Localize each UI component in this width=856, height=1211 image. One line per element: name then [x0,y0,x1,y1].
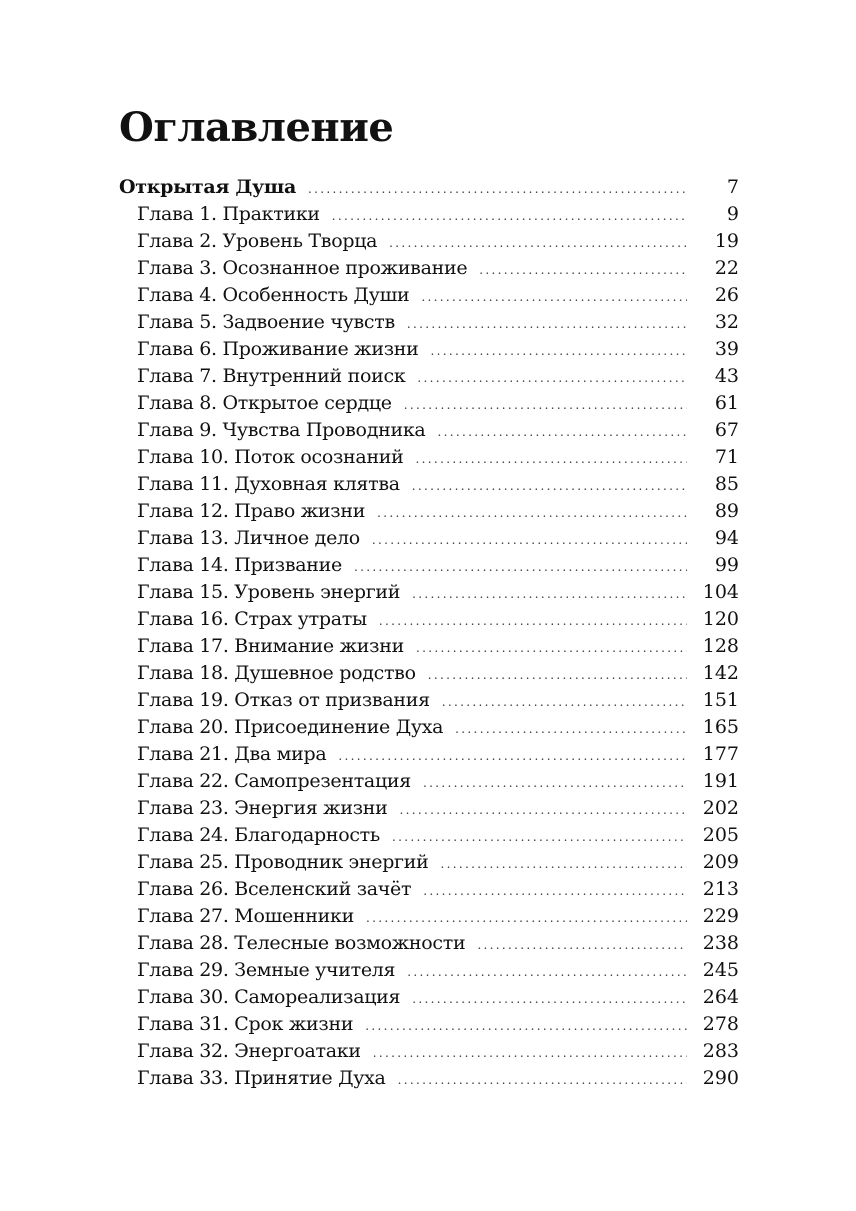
dot-leader [407,959,687,986]
toc-chapter-entry [119,309,739,336]
toc-entry-label: Глава 28. Телесные возможности [137,932,466,954]
toc-page-number: 290 [702,1067,739,1089]
toc-chapter-entry [119,444,739,471]
toc-chapter-entry [119,660,739,687]
toc-page-number: 43 [714,365,739,387]
toc-chapter-entry [119,282,739,309]
toc-page-number: 213 [702,878,739,900]
dot-leader [437,419,687,446]
toc-entry-label: Глава 14. Призвание [137,554,342,576]
toc-page-number: 278 [702,1013,739,1035]
toc-page-number: 245 [702,959,739,981]
toc-entry-label: Глава 2. Уровень Творца [137,230,378,252]
toc-chapter-entry [119,471,739,498]
toc-chapter-entry [119,930,739,957]
dot-leader [392,824,687,851]
dot-leader [416,446,687,473]
toc-entry-label: Глава 8. Открытое сердце [137,392,392,414]
toc-chapter-entry [119,768,739,795]
dot-leader [423,878,687,905]
toc-entry-label: Глава 17. Внимание жизни [137,635,404,657]
toc-chapter-entry [119,525,739,552]
toc-page-number: 99 [714,554,739,576]
table-of-contents [119,174,739,1092]
toc-entry-label: Глава 16. Страх утраты [137,608,367,630]
toc-page-number: 71 [714,446,739,468]
toc-entry-label: Глава 4. Особенность Души [137,284,410,306]
dot-leader [377,500,687,527]
toc-page-number: 32 [714,311,739,333]
toc-entry-label: Глава 30. Самореализация [137,986,401,1008]
toc-page-number: 85 [714,473,739,495]
dot-leader [442,689,687,716]
toc-entry-label: Глава 12. Право жизни [137,500,366,522]
toc-page-number: 151 [702,689,739,711]
toc-chapter-entry [119,552,739,579]
toc-chapter-entry [119,579,739,606]
toc-entry-label: Глава 10. Поток осознаний [137,446,404,468]
toc-entry-label: Глава 1. Практики [137,203,320,225]
dot-leader [423,770,687,797]
toc-entry-label: Глава 6. Проживание жизни [137,338,419,360]
dot-leader [412,581,687,608]
toc-entry-label: Глава 5. Задвоение чувств [137,311,395,333]
toc-chapter-entry [119,741,739,768]
toc-page-number: 165 [702,716,739,738]
toc-chapter-entry [119,633,739,660]
toc-chapter-entry [119,390,739,417]
toc-entry-label: Открытая Душа [119,176,296,198]
toc-entry-label: Глава 7. Внутренний поиск [137,365,406,387]
dot-leader [421,284,687,311]
toc-chapter-entry [119,957,739,984]
dot-leader [477,932,687,959]
dot-leader [412,986,687,1013]
toc-chapter-entry [119,984,739,1011]
toc-chapter-entry [119,849,739,876]
toc-entry-label: Глава 21. Два мира [137,743,327,765]
toc-entry-label: Глава 13. Личное дело [137,527,360,549]
toc-entry-label: Глава 15. Уровень энергий [137,581,401,603]
toc-entry-label: Глава 9. Чувства Проводника [137,419,426,441]
toc-entry-label: Глава 31. Срок жизни [137,1013,354,1035]
dot-leader [332,203,687,230]
toc-entry-label: Глава 29. Земные учителя [137,959,396,981]
toc-page-number: 19 [714,230,739,252]
dot-leader [372,527,687,554]
toc-chapter-entry [119,228,739,255]
dot-leader [399,797,687,824]
toc-page-number: 283 [702,1040,739,1062]
toc-page-number: 209 [702,851,739,873]
dot-leader [389,230,687,257]
toc-part-entry [119,174,739,201]
toc-chapter-entry [119,498,739,525]
toc-entry-label: Глава 27. Мошенники [137,905,354,927]
toc-entry-label: Глава 32. Энергоатаки [137,1040,361,1062]
toc-entry-label: Глава 25. Проводник энергий [137,851,429,873]
dot-leader [416,635,687,662]
toc-entry-label: Глава 11. Духовная клятва [137,473,400,495]
dot-leader [338,743,687,770]
toc-chapter-entry [119,363,739,390]
toc-chapter-entry [119,201,739,228]
toc-chapter-entry [119,1038,739,1065]
toc-page-number: 191 [702,770,739,792]
toc-entry-label: Глава 20. Присоединение Духа [137,716,444,738]
toc-page-number: 229 [702,905,739,927]
toc-page-number: 26 [714,284,739,306]
toc-entry-label: Глава 33. Принятие Духа [137,1067,386,1089]
toc-page-number: 120 [702,608,739,630]
dot-leader [455,716,687,743]
toc-chapter-entry [119,876,739,903]
dot-leader [479,257,687,284]
dot-leader [417,365,687,392]
toc-chapter-entry [119,255,739,282]
toc-entry-label: Глава 19. Отказ от призвания [137,689,430,711]
toc-page-number: 89 [714,500,739,522]
dot-leader [354,554,687,581]
toc-page-number: 177 [702,743,739,765]
toc-page-number: 104 [702,581,739,603]
toc-page-number: 9 [726,203,739,225]
toc-entry-label: Глава 23. Энергия жизни [137,797,388,819]
dot-leader [412,473,687,500]
toc-page-number: 67 [714,419,739,441]
toc-page-number: 39 [714,338,739,360]
dot-leader [404,392,687,419]
toc-chapter-entry [119,1065,739,1092]
toc-page-number: 128 [702,635,739,657]
dot-leader [373,1040,687,1067]
toc-chapter-entry [119,903,739,930]
dot-leader [379,608,687,635]
toc-entry-label: Глава 3. Осознанное проживание [137,257,468,279]
toc-page-number: 22 [714,257,739,279]
toc-chapter-entry [119,1011,739,1038]
toc-entry-label: Глава 26. Вселенский зачёт [137,878,412,900]
toc-page-number: 7 [726,176,739,198]
dot-leader [398,1067,687,1094]
toc-entry-label: Глава 18. Душевное родство [137,662,416,684]
toc-entry-label: Глава 24. Благодарность [137,824,380,846]
toc-page-number: 205 [702,824,739,846]
toc-page-number: 61 [714,392,739,414]
toc-entry-label: Глава 22. Самопрезентация [137,770,411,792]
toc-chapter-entry [119,417,739,444]
toc-page-number: 142 [702,662,739,684]
dot-leader [431,338,688,365]
dot-leader [407,311,687,338]
dot-leader [440,851,687,878]
toc-chapter-entry [119,714,739,741]
dot-leader [366,905,687,932]
toc-page-number: 238 [702,932,739,954]
toc-page-number: 202 [702,797,739,819]
dot-leader [428,662,687,689]
toc-chapter-entry [119,336,739,363]
toc-chapter-entry [119,822,739,849]
toc-page-number: 94 [714,527,739,549]
toc-chapter-entry [119,606,739,633]
page-title: Оглавление [119,104,394,151]
toc-chapter-entry [119,795,739,822]
toc-chapter-entry [119,687,739,714]
dot-leader [365,1013,687,1040]
dot-leader [308,176,687,203]
toc-page-number: 264 [702,986,739,1008]
